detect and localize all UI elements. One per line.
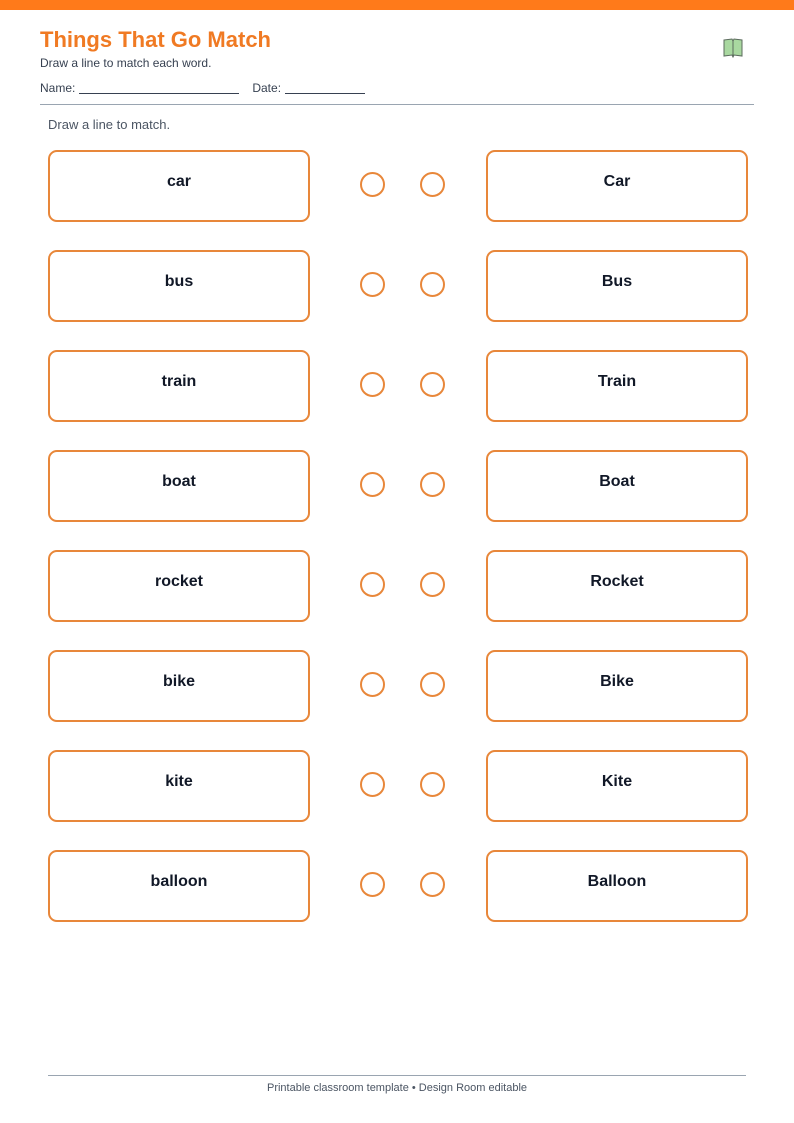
left-word-card — [48, 550, 310, 622]
left-match-dot[interactable] — [360, 872, 385, 897]
right-word: Boat — [599, 473, 635, 490]
date-blank[interactable] — [285, 81, 365, 94]
right-word: Car — [603, 173, 631, 190]
match-row — [48, 350, 748, 422]
left-word-card — [48, 750, 310, 822]
right-match-dot[interactable] — [420, 372, 445, 397]
right-match-dot[interactable] — [420, 872, 445, 897]
right-match-dot[interactable] — [420, 272, 445, 297]
right-word: Bus — [601, 273, 633, 290]
match-row — [48, 450, 748, 522]
right-word: Rocket — [590, 573, 644, 590]
right-word-card — [486, 150, 748, 222]
header-divider — [40, 104, 754, 105]
match-row — [48, 650, 748, 722]
page-title: Things That Go Match — [40, 27, 271, 52]
left-match-dot[interactable] — [360, 672, 385, 697]
right-word: Balloon — [587, 873, 647, 890]
page-subtitle: Draw a line to match each word. — [40, 56, 212, 70]
left-word-card — [48, 250, 310, 322]
left-word: kite — [165, 773, 193, 790]
matching-rows — [48, 150, 748, 950]
left-word-card — [48, 350, 310, 422]
left-match-dot[interactable] — [360, 772, 385, 797]
left-word: bus — [164, 273, 194, 290]
left-word: balloon — [150, 873, 208, 890]
right-word-card — [486, 450, 748, 522]
right-word: Kite — [601, 773, 633, 790]
right-word-card — [486, 650, 748, 722]
right-word-card — [486, 850, 748, 922]
left-word: rocket — [154, 573, 204, 590]
left-match-dot[interactable] — [360, 272, 385, 297]
right-match-dot[interactable] — [420, 772, 445, 797]
name-blank[interactable] — [79, 81, 239, 94]
right-word-card — [486, 350, 748, 422]
right-match-dot[interactable] — [420, 172, 445, 197]
left-word-card — [48, 850, 310, 922]
book-icon — [721, 35, 745, 59]
right-match-dot[interactable] — [420, 572, 445, 597]
left-word-card — [48, 650, 310, 722]
left-match-dot[interactable] — [360, 372, 385, 397]
right-word-card — [486, 250, 748, 322]
date-label: Date: — [252, 81, 282, 95]
right-word: Bike — [600, 673, 634, 690]
right-match-dot[interactable] — [420, 672, 445, 697]
left-word: car — [166, 173, 192, 190]
match-row — [48, 750, 748, 822]
left-match-dot[interactable] — [360, 172, 385, 197]
left-match-dot[interactable] — [360, 572, 385, 597]
right-word-card — [486, 550, 748, 622]
left-word: train — [161, 373, 197, 390]
name-label: Name: — [40, 81, 76, 95]
left-word-card — [48, 150, 310, 222]
right-word-card — [486, 750, 748, 822]
left-word: bike — [162, 673, 195, 690]
top-accent-bar — [0, 0, 794, 10]
match-row — [48, 550, 748, 622]
name-date-line — [40, 81, 365, 95]
left-word-card — [48, 450, 310, 522]
right-word: Train — [597, 373, 637, 390]
footer-text: Printable classroom template • Design Room editable — [266, 1082, 528, 1094]
match-row — [48, 850, 748, 922]
match-row — [48, 250, 748, 322]
footer-divider — [48, 1075, 746, 1076]
instruction-text: Draw a line to match. — [48, 117, 171, 132]
left-word: boat — [162, 473, 196, 490]
left-match-dot[interactable] — [360, 472, 385, 497]
right-match-dot[interactable] — [420, 472, 445, 497]
match-row — [48, 150, 748, 222]
